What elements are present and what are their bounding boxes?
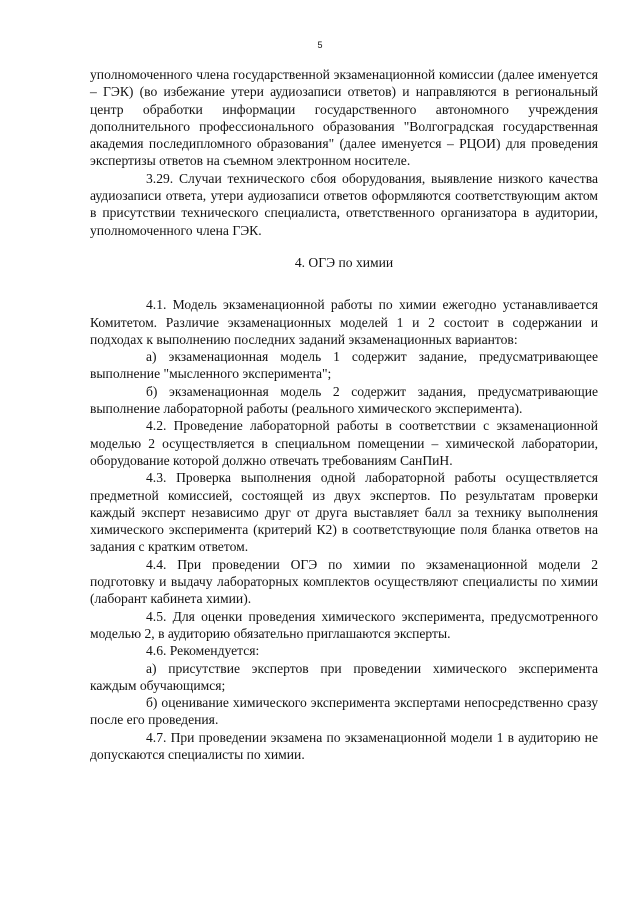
page-number: 5 <box>317 40 323 50</box>
paragraph-4-5: 4.5. Для оценки проведения химического эксперимента, предусмотренного моделью 2, в аудиторию обязательно приглашаются эксперты. <box>90 608 598 641</box>
paragraph-4-2: 4.2. Проведение лабораторной работы в соответствии с экзаменационной моделью 2 осуществляется в специальном помещении – химической лаборатории, оборудование которой должно отвечать требованиям СанПиН. <box>90 418 598 468</box>
paragraph-4-1-a: а) экзаменационная модель 1 содержит задание, предусматривающее выполнение "мысленного эксперимента"; <box>90 349 598 382</box>
paragraphs-before <box>90 66 598 239</box>
paragraphs-after <box>90 296 598 763</box>
document-body <box>90 66 598 763</box>
paragraph-4-6: 4.6. Рекомендуется: <box>146 643 260 659</box>
paragraph-4-7: 4.7. При проведении экзамена по экзаменационной модели 1 в аудиторию не допускаются специалисты по химии. <box>90 729 598 762</box>
paragraph-4-6-b: б) оценивание химического эксперимента экспертами непосредственно сразу после его проведения. <box>90 695 598 728</box>
section-heading: 4. ОГЭ по химии <box>294 254 394 270</box>
paragraph-3-29: 3.29. Случаи технического сбоя оборудования, выявление низкого качества аудиозаписи ответа, утери аудиозаписи ответов оформляются соответствующим актом в присутствии технического специалиста, ответственного организатора в аудитории, уполномоченного члена ГЭК. <box>90 170 598 238</box>
paragraph-4-1: 4.1. Модель экзаменационной работы по химии ежегодно устанавливается Комитетом. Различие экзаменационных моделей 1 и 2 состоит в содержании и подходах к выполнению последних заданий экзаменационных вариантов: <box>90 297 598 347</box>
paragraph-4-4: 4.4. При проведении ОГЭ по химии по экзаменационной модели 2 подготовку и выдачу лабораторных комплектов осуществляют специалисты по химии (лаборант кабинета химии). <box>90 556 598 607</box>
paragraph-4-6-a: а) присутствие экспертов при проведении химического эксперимента каждым обучающимся; <box>90 660 598 693</box>
paragraph-cont: уполномоченного члена государственной экзаменационной комиссии (далее именуется – ГЭК) (во избежание утери аудиозаписи ответов) и направляются в региональный центр обработки информации государственного автономного учреждения дополнительного профессионального образования "Волгоградская государственная академия последипломного образования" (далее именуется – РЦОИ) для проведения экспертизы ответов на съемном электронном носителе. <box>90 67 598 169</box>
paragraph-4-3: 4.3. Проверка выполнения одной лабораторной работы осуществляется предметной комиссией, состоящей из двух экспертов. По результатам проверки каждый эксперт независимо друг от друга выставляет балл за технику выполнения химического эксперимента (критерий К2) в соответствующие поля бланка ответов на задания с кратким ответом. <box>90 470 598 555</box>
paragraph-4-1-b: б) экзаменационная модель 2 содержит задания, предусматривающие выполнение лабораторной работы (реального химического эксперимента). <box>90 383 598 417</box>
